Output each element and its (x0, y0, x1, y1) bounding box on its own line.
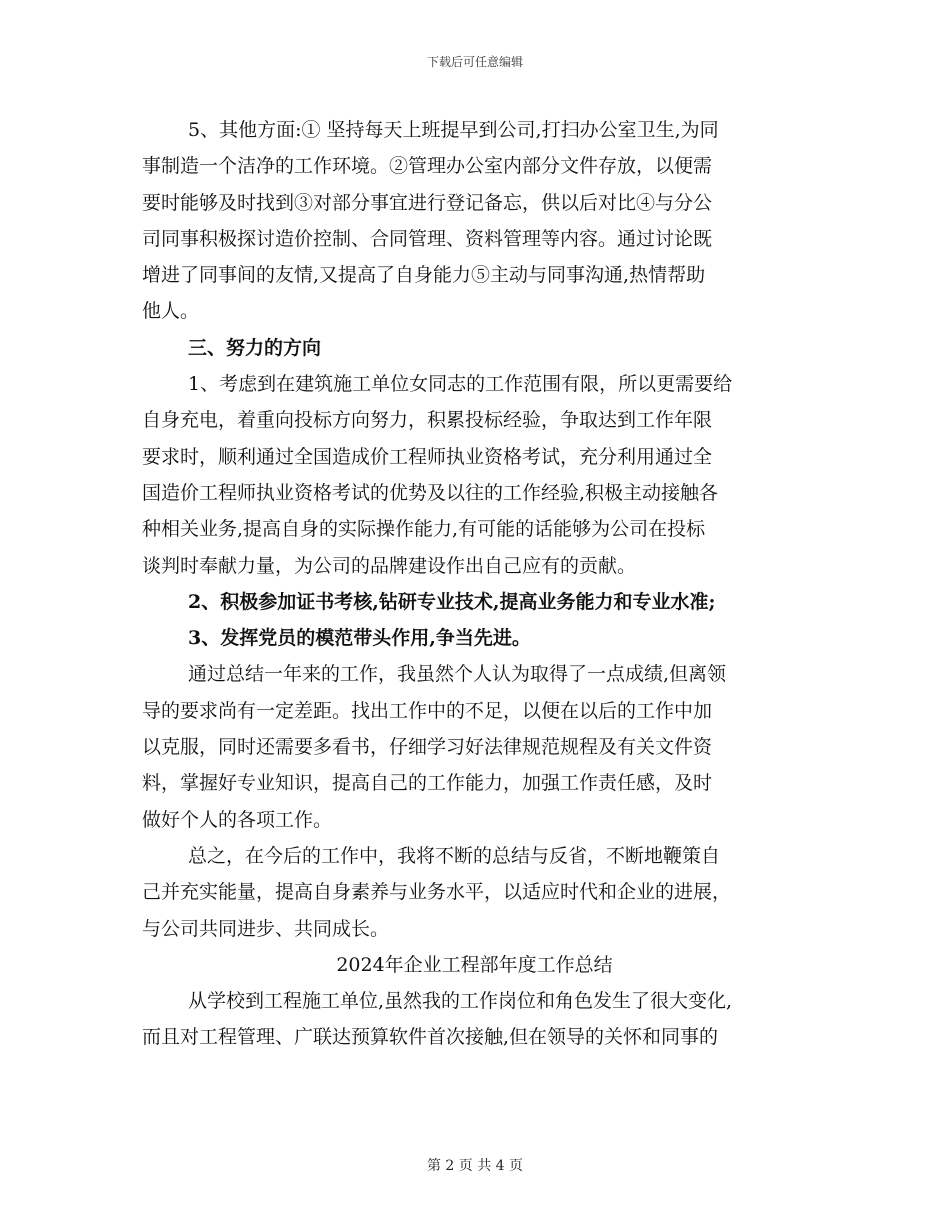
text-line: 1、考虑到在建筑施工单位女同志的工作范围有限，所以更需要给 (188, 373, 733, 396)
text-line: 总之，在今后的工作中，我将不断的总结与反省，不断地鞭策自 (188, 844, 721, 867)
text-line: 而且对工程管理、广联达预算软件首次接触,但在领导的关怀和同事的 (142, 1026, 719, 1049)
bold-item: 3、发挥党员的模范带头作用,争当先进。 (188, 627, 531, 650)
text-line: 自身充电，着重向投标方向努力，积累投标经验，争取达到工作年限 (142, 409, 713, 432)
bold-item: 2、积极参加证书考核,钻研专业技术,提高业务能力和专业水准; (188, 590, 716, 613)
text-line: 国造价工程师执业资格考试的优势及以往的工作经验,积极主动接触各 (142, 481, 719, 504)
text-line: 要求时，顺利通过全国造成价工程师执业资格考试，充分利用通过全 (142, 445, 713, 468)
text-line: 导的要求尚有一定差距。找出工作中的不足，以便在以后的工作中加 (142, 699, 713, 722)
text-line: 以克服，同时还需要多看书，仔细学习好法律规范规程及有关文件资 (142, 736, 713, 759)
section-heading: 三、努力的方向 (188, 336, 322, 359)
text-line: 种相关业务,提高自身的实际操作能力,有可能的话能够为公司在投标 (142, 518, 706, 541)
text-line: 料，掌握好专业知识，提高自己的工作能力，加强工作责任感，及时 (142, 772, 713, 795)
text-line: 己并充实能量，提高自身素养与业务水平，以适应时代和企业的进展， (142, 881, 732, 904)
text-line: 要时能够及时找到③对部分事宜进行登记备忘，供以后对比④与分公 (142, 191, 713, 214)
page-footer: 第 2 页 共 4 页 (426, 1158, 524, 1174)
text-line: 增进了同事间的友情,又提高了自身能力⑤主动与同事沟通,热情帮助 (142, 264, 706, 287)
document-title: 2024年企业工程部年度工作总结 (336, 953, 613, 976)
text-line: 他人。 (142, 300, 200, 323)
text-line: 司同事积极探讨造价控制、合同管理、资料管理等内容。通过讨论既 (142, 227, 713, 250)
text-line: 谈判时奉献力量，为公司的品牌建设作出自己应有的贡献。 (142, 554, 637, 577)
text-line: 通过总结一年来的工作，我虽然个人认为取得了一点成绩,但离领 (188, 663, 727, 686)
page-header: 下载后可任意编辑 (426, 55, 523, 69)
text-line: 事制造一个洁净的工作环境。②管理办公室内部分文件存放，以便需 (142, 155, 713, 178)
text-line: 从学校到工程施工单位,虽然我的工作岗位和角色发生了很大变化, (188, 990, 733, 1013)
document-body (142, 112, 807, 1056)
text-line: 与公司共同进步、共同成长。 (142, 917, 390, 940)
text-line: 做好个人的各项工作。 (142, 808, 333, 831)
text-line: 5、其他方面:① 坚持每天上班提早到公司,打扫办公室卫生,为同 (188, 119, 719, 141)
